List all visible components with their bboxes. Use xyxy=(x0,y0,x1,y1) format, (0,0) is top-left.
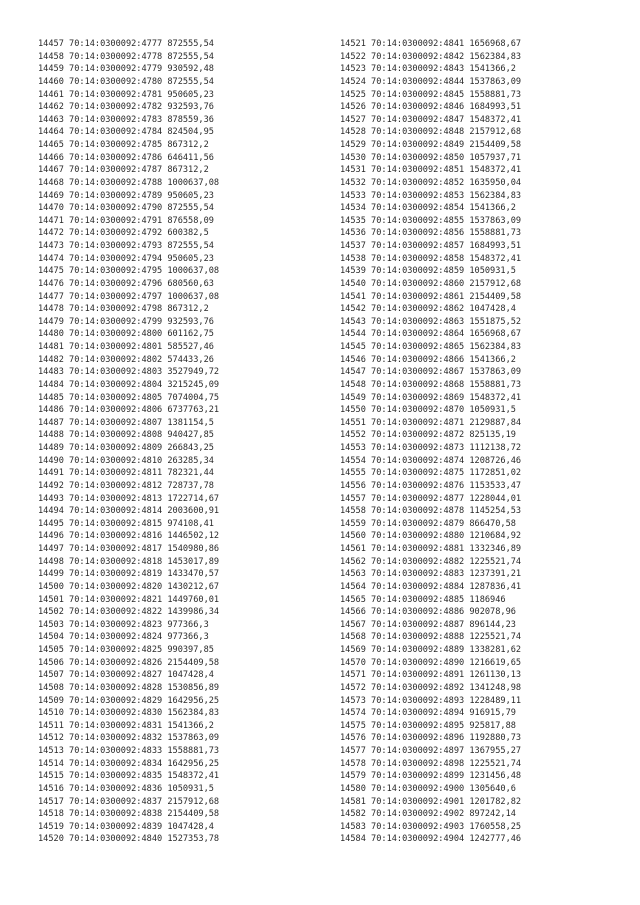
table-row: 14566 70:14:0300092:4886 902078,96 xyxy=(340,607,516,618)
table-row: 14484 70:14:0300092:4804 3215245,09 xyxy=(38,379,220,390)
table-row: 14570 70:14:0300092:4890 1216619,65 xyxy=(340,657,522,668)
table-row: 14569 70:14:0300092:4889 1338281,62 xyxy=(340,645,522,655)
table-row: 14488 70:14:0300092:4808 940427,85 xyxy=(38,430,214,441)
table-row: 14531 70:14:0300092:4851 1548372,41 xyxy=(340,165,522,176)
table-row: 14530 70:14:0300092:4850 1057937,71 xyxy=(340,152,522,163)
table-row: 14513 70:14:0300092:4833 1558881,73 xyxy=(38,746,220,756)
table-row: 14544 70:14:0300092:4864 1656968,67 xyxy=(340,329,522,340)
left-column xyxy=(38,38,219,846)
table-row: 14521 70:14:0300092:4841 1656968,67 xyxy=(340,39,522,49)
table-row: 14565 70:14:0300092:4885 1186946 xyxy=(340,594,506,605)
table-row: 14493 70:14:0300092:4813 1722714,67 xyxy=(38,493,220,504)
table-row: 14539 70:14:0300092:4859 1050931,5 xyxy=(340,266,516,277)
table-row: 14463 70:14:0300092:4783 878559,36 xyxy=(38,114,214,125)
table-row: 14509 70:14:0300092:4829 1642956,25 xyxy=(38,695,220,706)
table-row: 14560 70:14:0300092:4880 1210684,92 xyxy=(340,531,522,542)
table-row: 14579 70:14:0300092:4899 1231456,48 xyxy=(340,771,522,782)
table-row: 14481 70:14:0300092:4801 585527,46 xyxy=(38,342,214,352)
table-row: 14501 70:14:0300092:4821 1449760,01 xyxy=(38,594,220,605)
table-row: 14545 70:14:0300092:4865 1562384,83 xyxy=(340,342,522,352)
table-row: 14498 70:14:0300092:4818 1453017,89 xyxy=(38,556,220,567)
table-row: 14567 70:14:0300092:4887 896144,23 xyxy=(340,619,516,630)
table-row: 14478 70:14:0300092:4798 867312,2 xyxy=(38,304,209,315)
table-row: 14583 70:14:0300092:4903 1760558,25 xyxy=(340,821,522,832)
table-row: 14546 70:14:0300092:4866 1541366,2 xyxy=(340,354,516,365)
table-row: 14490 70:14:0300092:4810 263285,34 xyxy=(38,455,214,466)
table-row: 14506 70:14:0300092:4826 2154409,58 xyxy=(38,657,220,668)
table-row: 14549 70:14:0300092:4869 1548372,41 xyxy=(340,392,522,403)
table-row: 14584 70:14:0300092:4904 1242777,46 xyxy=(340,834,522,845)
table-row: 14571 70:14:0300092:4891 1261130,13 xyxy=(340,670,522,681)
table-row: 14470 70:14:0300092:4790 872555,54 xyxy=(38,203,214,214)
table-row: 14524 70:14:0300092:4844 1537863,09 xyxy=(340,76,522,87)
table-row: 14561 70:14:0300092:4881 1332346,89 xyxy=(340,544,522,554)
table-row: 14527 70:14:0300092:4847 1548372,41 xyxy=(340,114,522,125)
table-row: 14568 70:14:0300092:4888 1225521,74 xyxy=(340,632,522,643)
table-row: 14457 70:14:0300092:4777 872555,54 xyxy=(38,39,214,49)
table-row: 14576 70:14:0300092:4896 1192880,73 xyxy=(340,733,522,744)
table-row: 14522 70:14:0300092:4842 1562384,83 xyxy=(340,51,522,62)
table-row: 14582 70:14:0300092:4902 897242,14 xyxy=(340,809,516,820)
table-row: 14495 70:14:0300092:4815 974108,41 xyxy=(38,518,214,529)
table-row: 14476 70:14:0300092:4796 680560,63 xyxy=(38,278,214,289)
table-row: 14574 70:14:0300092:4894 916915,79 xyxy=(340,708,516,719)
table-row: 14462 70:14:0300092:4782 932593,76 xyxy=(38,102,214,113)
table-row: 14553 70:14:0300092:4873 1112138,72 xyxy=(340,443,522,453)
table-row: 14547 70:14:0300092:4867 1537863,09 xyxy=(340,367,522,378)
table-row: 14502 70:14:0300092:4822 1439986,34 xyxy=(38,607,220,618)
table-row: 14558 70:14:0300092:4878 1145254,53 xyxy=(340,506,522,517)
table-row: 14523 70:14:0300092:4843 1541366,2 xyxy=(340,64,516,75)
table-row: 14500 70:14:0300092:4820 1430212,67 xyxy=(38,581,220,592)
table-row: 14551 70:14:0300092:4871 2129887,84 xyxy=(340,417,522,428)
table-row: 14474 70:14:0300092:4794 950605,23 xyxy=(38,253,214,264)
table-row: 14534 70:14:0300092:4854 1541366,2 xyxy=(340,203,516,214)
table-row: 14508 70:14:0300092:4828 1530856,89 xyxy=(38,682,220,693)
table-row: 14485 70:14:0300092:4805 7074004,75 xyxy=(38,392,220,403)
table-row: 14578 70:14:0300092:4898 1225521,74 xyxy=(340,758,522,769)
table-row: 14505 70:14:0300092:4825 990397,85 xyxy=(38,645,214,655)
table-row: 14557 70:14:0300092:4877 1228044,01 xyxy=(340,493,522,504)
right-column xyxy=(340,38,521,846)
table-row: 14480 70:14:0300092:4800 601162,75 xyxy=(38,329,214,340)
table-row: 14473 70:14:0300092:4793 872555,54 xyxy=(38,241,214,251)
table-row: 14471 70:14:0300092:4791 876558,09 xyxy=(38,215,214,226)
table-row: 14517 70:14:0300092:4837 2157912,68 xyxy=(38,796,220,807)
table-row: 14572 70:14:0300092:4892 1341248,98 xyxy=(340,682,522,693)
table-row: 14555 70:14:0300092:4875 1172851,02 xyxy=(340,468,522,479)
table-row: 14575 70:14:0300092:4895 925817,88 xyxy=(340,720,516,731)
table-row: 14479 70:14:0300092:4799 932593,76 xyxy=(38,316,214,327)
table-row: 14469 70:14:0300092:4789 950605,23 xyxy=(38,190,214,201)
table-row: 14573 70:14:0300092:4893 1228489,11 xyxy=(340,695,522,706)
table-row: 14528 70:14:0300092:4848 2157912,68 xyxy=(340,127,522,138)
table-row: 14504 70:14:0300092:4824 977366,3 xyxy=(38,632,209,643)
table-row: 14458 70:14:0300092:4778 872555,54 xyxy=(38,51,214,62)
table-row: 14580 70:14:0300092:4900 1305640,6 xyxy=(340,783,516,794)
table-row: 14536 70:14:0300092:4856 1558881,73 xyxy=(340,228,522,239)
table-row: 14510 70:14:0300092:4830 1562384,83 xyxy=(38,708,220,719)
table-row: 14541 70:14:0300092:4861 2154409,58 xyxy=(340,291,522,302)
table-row: 14537 70:14:0300092:4857 1684993,51 xyxy=(340,241,522,251)
table-row: 14538 70:14:0300092:4858 1548372,41 xyxy=(340,253,522,264)
table-row: 14550 70:14:0300092:4870 1050931,5 xyxy=(340,405,516,416)
table-row: 14525 70:14:0300092:4845 1558881,73 xyxy=(340,89,522,100)
table-row: 14461 70:14:0300092:4781 950605,23 xyxy=(38,89,214,100)
table-row: 14487 70:14:0300092:4807 1381154,5 xyxy=(38,417,214,428)
table-row: 14514 70:14:0300092:4834 1642956,25 xyxy=(38,758,220,769)
table-row: 14489 70:14:0300092:4809 266843,25 xyxy=(38,443,214,453)
table-row: 14503 70:14:0300092:4823 977366,3 xyxy=(38,619,209,630)
table-row: 14499 70:14:0300092:4819 1433470,57 xyxy=(38,569,220,580)
table-row: 14511 70:14:0300092:4831 1541366,2 xyxy=(38,720,214,731)
table-row: 14483 70:14:0300092:4803 3527949,72 xyxy=(38,367,220,378)
table-row: 14535 70:14:0300092:4855 1537863,09 xyxy=(340,215,522,226)
table-row: 14533 70:14:0300092:4853 1562384,83 xyxy=(340,190,522,201)
table-row: 14515 70:14:0300092:4835 1548372,41 xyxy=(38,771,220,782)
table-row: 14516 70:14:0300092:4836 1050931,5 xyxy=(38,783,214,794)
table-row: 14492 70:14:0300092:4812 728737,78 xyxy=(38,480,214,491)
table-row: 14519 70:14:0300092:4839 1047428,4 xyxy=(38,821,214,832)
table-row: 14467 70:14:0300092:4787 867312,2 xyxy=(38,165,209,176)
table-row: 14494 70:14:0300092:4814 2003600,91 xyxy=(38,506,220,517)
table-row: 14482 70:14:0300092:4802 574433,26 xyxy=(38,354,214,365)
table-row: 14543 70:14:0300092:4863 1551875,52 xyxy=(340,316,522,327)
table-row: 14577 70:14:0300092:4897 1367955,27 xyxy=(340,746,522,756)
table-row: 14554 70:14:0300092:4874 1208726,46 xyxy=(340,455,522,466)
table-row: 14466 70:14:0300092:4786 646411,56 xyxy=(38,152,214,163)
table-row: 14468 70:14:0300092:4788 1000637,08 xyxy=(38,177,220,188)
table-row: 14497 70:14:0300092:4817 1540980,86 xyxy=(38,544,220,554)
table-row: 14475 70:14:0300092:4795 1000637,08 xyxy=(38,266,220,277)
table-row: 14472 70:14:0300092:4792 600382,5 xyxy=(38,228,209,239)
table-row: 14496 70:14:0300092:4816 1446502,12 xyxy=(38,531,220,542)
table-row: 14486 70:14:0300092:4806 6737763,21 xyxy=(38,405,220,416)
table-row: 14540 70:14:0300092:4860 2157912,68 xyxy=(340,278,522,289)
table-row: 14518 70:14:0300092:4838 2154409,58 xyxy=(38,809,220,820)
table-row: 14460 70:14:0300092:4780 872555,54 xyxy=(38,76,214,87)
table-row: 14563 70:14:0300092:4883 1237391,21 xyxy=(340,569,522,580)
table-row: 14548 70:14:0300092:4868 1558881,73 xyxy=(340,379,522,390)
table-row: 14564 70:14:0300092:4884 1287836,41 xyxy=(340,581,522,592)
table-row: 14465 70:14:0300092:4785 867312,2 xyxy=(38,140,209,150)
table-row: 14526 70:14:0300092:4846 1684993,51 xyxy=(340,102,522,113)
table-row: 14562 70:14:0300092:4882 1225521,74 xyxy=(340,556,522,567)
table-row: 14491 70:14:0300092:4811 782321,44 xyxy=(38,468,214,479)
table-row: 14552 70:14:0300092:4872 825135,19 xyxy=(340,430,516,441)
table-row: 14581 70:14:0300092:4901 1201782,82 xyxy=(340,796,522,807)
table-row: 14512 70:14:0300092:4832 1537863,09 xyxy=(38,733,220,744)
table-row: 14542 70:14:0300092:4862 1047428,4 xyxy=(340,304,516,315)
table-row: 14459 70:14:0300092:4779 930592,48 xyxy=(38,64,214,75)
table-row: 14532 70:14:0300092:4852 1635950,04 xyxy=(340,177,522,188)
table-row: 14477 70:14:0300092:4797 1000637,08 xyxy=(38,291,220,302)
table-row: 14520 70:14:0300092:4840 1527353,78 xyxy=(38,834,220,845)
table-row: 14464 70:14:0300092:4784 824504,95 xyxy=(38,127,214,138)
table-row: 14559 70:14:0300092:4879 866470,58 xyxy=(340,518,516,529)
table-row: 14507 70:14:0300092:4827 1047428,4 xyxy=(38,670,214,681)
table-row: 14556 70:14:0300092:4876 1153533,47 xyxy=(340,480,522,491)
table-row: 14529 70:14:0300092:4849 2154409,58 xyxy=(340,140,522,150)
